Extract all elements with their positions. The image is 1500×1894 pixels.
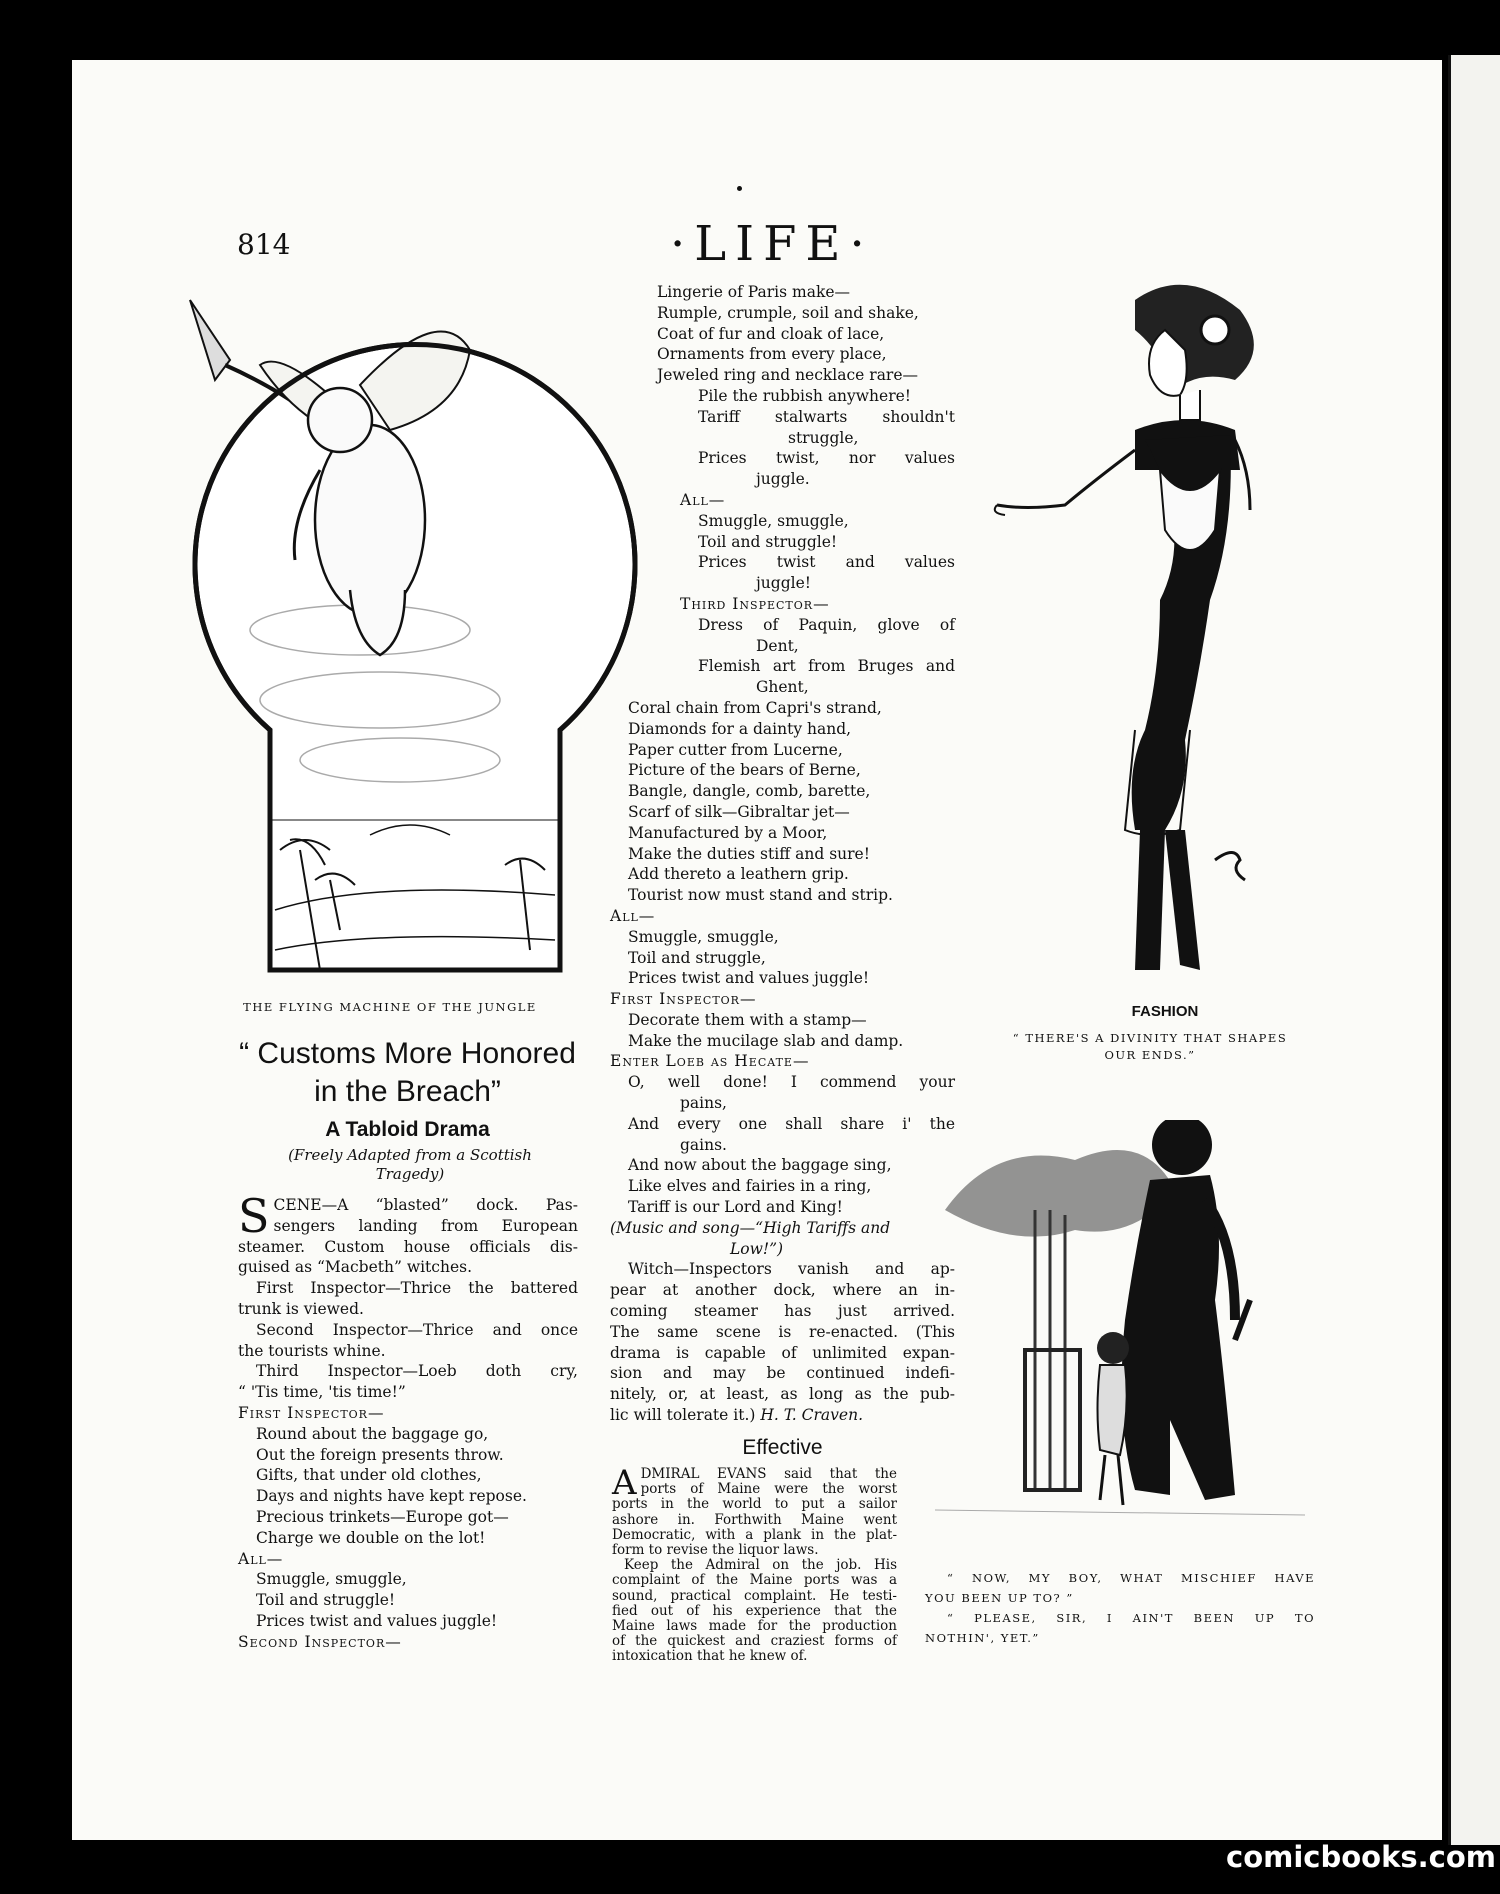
text-line: CENE—A “blasted” dock. Pas- [273, 1196, 578, 1214]
text-line: guised as “Macbeth” witches. [238, 1258, 473, 1277]
masthead: ·LIFE· [670, 216, 874, 272]
text-line: “ 'Tis time, 'tis time!” [238, 1383, 406, 1402]
text-line: All— [610, 906, 656, 925]
text-line: Smuggle, smuggle, [698, 511, 849, 530]
text-line: Round about the baggage go, [256, 1424, 489, 1443]
policeman-and-boy-illustration [935, 1120, 1305, 1540]
text-line: coming steamer has just arrived. [610, 1302, 955, 1321]
text-line: Toil and struggle! [698, 532, 838, 551]
ornament-dot [737, 186, 742, 191]
text-line: struggle, [788, 428, 859, 447]
text-line: Low!”) [730, 1239, 784, 1258]
text-line: First Inspector—Thrice the battered [256, 1279, 578, 1298]
text-line: ports of Maine were the worst [640, 1481, 897, 1498]
caption-line2: YOU BEEN UP TO? ” [925, 1591, 1074, 1605]
text-line: pear at another dock, where an in- [610, 1281, 955, 1300]
text-line: of the quickest and craziest forms of [612, 1633, 897, 1650]
text-line: DMIRAL EVANS said that the [640, 1466, 897, 1482]
text-line: ashore in. Forthwith Maine went [612, 1511, 897, 1528]
caption-line2: OUR ENDS.” [1104, 1048, 1196, 1062]
text-line: ports in the world to put a sailor [612, 1496, 897, 1513]
fashion-caption [985, 1030, 1315, 1064]
policeman-caption [925, 1568, 1315, 1648]
text-line: Tourist now must stand and strip. [628, 886, 893, 905]
text-line: Second Inspector—Thrice and once [256, 1320, 578, 1339]
caption-line1: “ THERE'S A DIVINITY THAT SHAPES [1012, 1031, 1288, 1045]
site-watermark: comicbooks.com [1226, 1840, 1496, 1874]
article-title-line1: “ Customs More Honored [239, 1037, 576, 1070]
text-line: Lingerie of Paris make— [657, 283, 851, 301]
text-line: Diamonds for a dainty hand, [628, 719, 852, 738]
note-line2: Tragedy) [375, 1165, 445, 1183]
text-line: Out the foreign presents throw. [256, 1445, 504, 1464]
caption-line1: “ NOW, MY BOY, WHAT MISCHIEF HAVE [947, 1571, 1315, 1585]
text-line: Make the mucilage slab and damp. [628, 1031, 904, 1050]
text-line: Toil and struggle! [256, 1591, 396, 1610]
note-line1: (Freely Adapted from a Scottish [288, 1146, 532, 1164]
text-line: Coat of fur and cloak of lace, [657, 324, 885, 343]
fashion-woman-illustration [985, 270, 1285, 990]
facing-page-edge [1448, 55, 1500, 1845]
text-line: First Inspector— [238, 1403, 385, 1422]
text-line: Dress of Paquin, glove of [698, 615, 955, 634]
text-line: Like elves and fairies in a ring, [628, 1177, 872, 1196]
text-line: Flemish art from Bruges and [698, 657, 955, 676]
text-line: And now about the baggage sing, [628, 1156, 892, 1175]
caption-line4: NOTHIN', YET.” [925, 1631, 1040, 1645]
text-line: Picture of the bears of Berne, [628, 761, 861, 780]
drop-cap-a: A [612, 1463, 637, 1503]
text-line: Keep the Admiral on the job. His [624, 1557, 897, 1574]
author-credit: H. T. Craven. [760, 1406, 863, 1425]
text-line: Maine laws made for the production [612, 1618, 897, 1635]
text-line: Add thereto a leathern grip. [628, 865, 849, 884]
text-line: Bangle, dangle, comb, barette, [628, 782, 871, 801]
text-line: Second Inspector— [238, 1632, 402, 1651]
text-line: (Music and song—“High Tariffs and [610, 1218, 891, 1237]
text-line: sound, practical complaint. He testi- [612, 1587, 897, 1604]
text-line: Precious trinkets—Europe got— [256, 1507, 509, 1526]
text-line: Prices twist and values [698, 553, 955, 572]
text-line: trunk is viewed. [238, 1299, 364, 1318]
text-line: Witch—Inspectors vanish and ap- [628, 1260, 955, 1279]
text-line: And every one shall share i' the [628, 1114, 955, 1133]
text-line: All— [680, 490, 726, 509]
article-title-line2: in the Breach” [314, 1075, 501, 1108]
text-line: Third Inspector— [680, 594, 830, 613]
text-line: the tourists whine. [238, 1341, 386, 1360]
article-subtitle: A Tabloid Drama [325, 1118, 490, 1141]
text-line: Paper cutter from Lucerne, [628, 740, 843, 759]
left-text-column [238, 1189, 578, 1653]
text-line: intoxication that he knew of. [612, 1648, 808, 1665]
text-line: Pile the rubbish anywhere! [698, 386, 912, 405]
text-line: Prices twist, nor values [698, 449, 955, 468]
page-number: 814 [237, 228, 291, 261]
effective-heading: Effective [742, 1436, 823, 1459]
article-note [240, 1146, 580, 1184]
text-line: gains. [680, 1135, 727, 1154]
text-line: Charge we double on the lot! [256, 1528, 486, 1547]
text-line: Smuggle, smuggle, [628, 927, 779, 946]
text-line: Manufactured by a Moor, [628, 823, 828, 842]
text-line: nitely, or, at least, as long as the pub- [610, 1385, 955, 1404]
text-line: Third Inspector—Loeb doth cry, [256, 1362, 578, 1381]
text-line: Toil and struggle, [628, 948, 766, 967]
flying-machine-caption: THE FLYING MACHINE OF THE JUNGLE [243, 1000, 537, 1014]
text-line: Gifts, that under old clothes, [256, 1466, 482, 1485]
text-line: Tariff stalwarts shouldn't [698, 407, 955, 426]
text-line: First Inspector— [610, 990, 757, 1009]
text-line: Enter Loeb as Hecate— [610, 1052, 810, 1071]
text-line: pains, [680, 1094, 727, 1113]
text-line: Prices twist and values juggle! [628, 969, 870, 988]
text-line: Smuggle, smuggle, [256, 1570, 407, 1589]
text-line: Days and nights have kept repose. [256, 1487, 527, 1506]
text-line: Dent, [756, 636, 799, 655]
text-line: juggle! [756, 574, 811, 593]
text-line: juggle. [756, 470, 810, 489]
text-line: Ornaments from every place, [657, 345, 887, 364]
text-line: complaint of the Maine ports was a [612, 1572, 897, 1589]
text-line: The same scene is re-enacted. (This [610, 1322, 955, 1341]
text-line: steamer. Custom house officials dis- [238, 1237, 578, 1256]
text-line: Prices twist and values juggle! [256, 1611, 498, 1630]
text-line: fied out of his experience that the [612, 1602, 897, 1619]
text-line: Decorate them with a stamp— [628, 1010, 867, 1029]
text-line: drama is capable of unlimited expan- [610, 1343, 955, 1362]
middle-text-column [610, 282, 955, 1426]
effective-text [612, 1463, 897, 1665]
flying-elephant-illustration [170, 290, 640, 990]
text-line: Rumple, crumple, soil and shake, [657, 303, 919, 322]
text-line: Jeweled ring and necklace rare— [657, 366, 919, 385]
text-line: O, well done! I commend your [628, 1073, 955, 1092]
fashion-title: FASHION [1131, 1003, 1199, 1020]
text-line: sengers landing from European [273, 1216, 578, 1235]
drop-cap-s: S [238, 1189, 270, 1243]
text-line: Coral chain from Capri's strand, [628, 698, 882, 717]
caption-line3: “ PLEASE, SIR, I AIN'T BEEN UP TO [947, 1611, 1315, 1625]
text-line: sion and may be continued indefi- [610, 1364, 955, 1383]
text-line: Tariff is our Lord and King! [628, 1198, 843, 1217]
text-line: All— [238, 1549, 284, 1568]
text-line: Ghent, [756, 678, 809, 697]
text-line: Democratic, with a plank in the plat- [612, 1526, 897, 1543]
text-line: form to revise the liquor laws. [612, 1542, 819, 1559]
text-line: Make the duties stiff and sure! [628, 844, 870, 863]
text-line: Scarf of silk—Gibraltar jet— [628, 802, 850, 821]
text-line: lic will tolerate it.) [610, 1406, 756, 1425]
